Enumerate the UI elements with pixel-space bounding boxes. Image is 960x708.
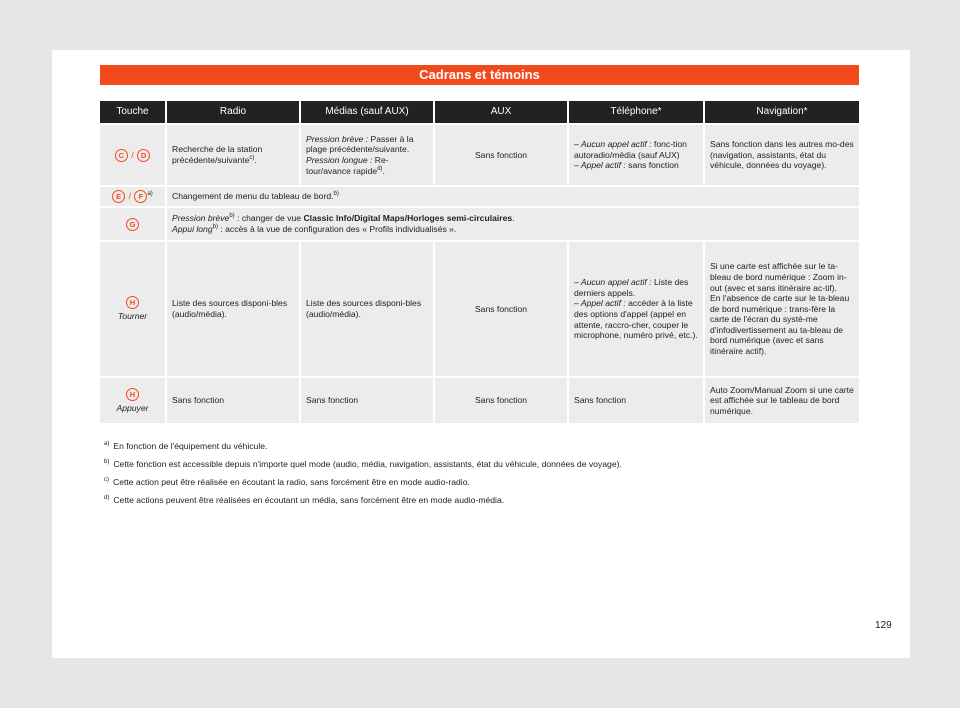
media-cell <box>300 124 434 186</box>
view-names: Classic Info/Digital Maps/Horloges semi-circulaires <box>303 213 513 224</box>
footnote <box>104 439 864 452</box>
cell-label: – Aucun appel actif : <box>574 139 652 150</box>
key-h-icon: H <box>126 296 139 309</box>
aux-cell: Sans fonction <box>434 124 568 186</box>
cell-text: : changer de vue <box>234 213 304 224</box>
radio-cell: Liste des sources disponi-bles (audio/média). <box>166 241 300 377</box>
cell-text: Re-tour/avance rapide <box>306 155 389 176</box>
cell-text: Recherche de la station précédente/suivante <box>172 144 263 165</box>
cell-text: Si une carte est affichée sur le ta-bleau de bord numérique : Zoom in-out (avec et sans itinéraire ac-tif). <box>710 261 847 293</box>
table-row <box>100 207 859 241</box>
cell-text: Passer à la plage précédente/suivante. <box>306 133 414 155</box>
cell-label: Appui long <box>172 224 213 234</box>
media-cell: Sans fonction <box>300 377 434 423</box>
table-header-row <box>100 101 859 124</box>
key-cell <box>100 241 166 377</box>
phone-cell <box>568 124 704 186</box>
nav-cell: Auto Zoom/Manual Zoom si une carte est affichée sur le tableau de bord numérique. <box>704 377 859 423</box>
key-g-icon: G <box>126 218 139 231</box>
table-row <box>100 377 859 423</box>
footnote-ref: c) <box>249 155 255 162</box>
footnote-mark: b) <box>104 458 110 465</box>
footnote-ref: a) <box>147 190 153 197</box>
cell-text: En l'absence de carte sur le ta-bleau de bord numérique : trans-fère la carte de l'écran du systè-me d'infodivertissement au ta-bleau de bord numérique (avec et sans itinéraire actif). <box>710 293 850 357</box>
footnote-text: En fonction de l'équipement du véhicule. <box>113 440 268 451</box>
header-touche: Touche <box>100 101 166 124</box>
cell-text: Liste des derniers appels. <box>574 277 689 298</box>
key-h-icon: H <box>126 388 139 401</box>
merged-cell <box>166 186 859 207</box>
phone-cell <box>568 241 704 377</box>
cell-text: fonc-tion autoradio/média (sauf AUX) <box>574 139 687 160</box>
cell-text: . <box>382 165 385 176</box>
footnote-ref: b) <box>333 191 339 198</box>
key-cell <box>100 377 166 423</box>
key-caption: Appuyer <box>116 402 149 413</box>
radio-cell: Sans fonction <box>166 377 300 423</box>
footnotes <box>104 439 864 510</box>
key-e-icon: E <box>112 190 125 203</box>
cell-label: – Aucun appel actif : <box>574 277 652 288</box>
merged-cell <box>166 207 859 241</box>
header-medias: Médias (sauf AUX) <box>300 101 434 124</box>
key-caption: Tourner <box>117 311 148 322</box>
footnote-ref: b) <box>212 224 218 231</box>
controls-table <box>100 101 859 423</box>
header-navigation: Navigation* <box>704 101 859 124</box>
key-d-icon: D <box>137 149 150 162</box>
header-aux: AUX <box>434 101 568 124</box>
cell-text: accéder à la liste des options d'appel (appel en attente, raccro-cher, couper le microphone, numéro privé, etc.). <box>574 298 698 341</box>
media-cell: Liste des sources disponi-bles (audio/média). <box>300 241 434 377</box>
cell-text: Changement de menu du tableau de bord. <box>172 191 334 202</box>
cell-text: . <box>512 213 515 224</box>
key-separator: / <box>131 149 134 160</box>
cell-label: Pression longue : <box>306 155 373 165</box>
cell-label: Pression brève <box>172 213 230 224</box>
key-cell <box>100 207 166 241</box>
footnote <box>104 475 864 488</box>
key-separator: / <box>128 191 132 202</box>
page-number: 129 <box>875 620 892 631</box>
table-row <box>100 186 859 207</box>
footnote <box>104 493 864 506</box>
key-cell <box>100 186 166 207</box>
manual-page <box>52 50 910 658</box>
footnote-ref: d) <box>377 165 383 172</box>
cell-label: – Appel actif : <box>574 298 626 309</box>
nav-cell: Sans fonction dans les autres mo-des (navigation, assistants, état du véhicule, données du voyage). <box>704 124 859 186</box>
radio-cell <box>166 124 300 186</box>
footnote-mark: d) <box>104 494 110 501</box>
table-row <box>100 241 859 377</box>
header-telephone: Téléphone* <box>568 101 704 124</box>
cell-text: . <box>254 155 257 165</box>
section-title: Cadrans et témoins <box>100 65 859 85</box>
aux-cell: Sans fonction <box>434 241 568 377</box>
nav-cell <box>704 241 859 377</box>
key-f-icon: F <box>134 190 147 203</box>
footnote-text: Cette action peut être réalisée en écoutant la radio, sans forcément être en mode audio-radio. <box>113 476 470 487</box>
footnote <box>104 457 864 470</box>
cell-text: sans fonction <box>625 160 679 171</box>
cell-label: – Appel actif : <box>574 160 626 171</box>
key-c-icon: C <box>115 149 128 162</box>
phone-cell: Sans fonction <box>568 377 704 423</box>
cell-label: Pression brève : <box>306 133 369 144</box>
footnote-text: Cette actions peuvent être réalisées en écoutant un média, sans forcément être en mode audio-média. <box>113 494 505 505</box>
footnote-mark: c) <box>104 476 109 483</box>
key-cell <box>100 124 166 186</box>
footnote-ref: b) <box>229 213 235 220</box>
footnote-mark: a) <box>104 441 110 447</box>
header-radio: Radio <box>166 101 300 124</box>
cell-text: : accès à la vue de configuration des « Profils individualisés ». <box>217 224 457 234</box>
table-row <box>100 124 859 186</box>
footnote-text: Cette fonction est accessible depuis n'importe quel mode (audio, média, navigation, assistants, état du véhicule, données de voyage). <box>113 458 622 469</box>
aux-cell: Sans fonction <box>434 377 568 423</box>
